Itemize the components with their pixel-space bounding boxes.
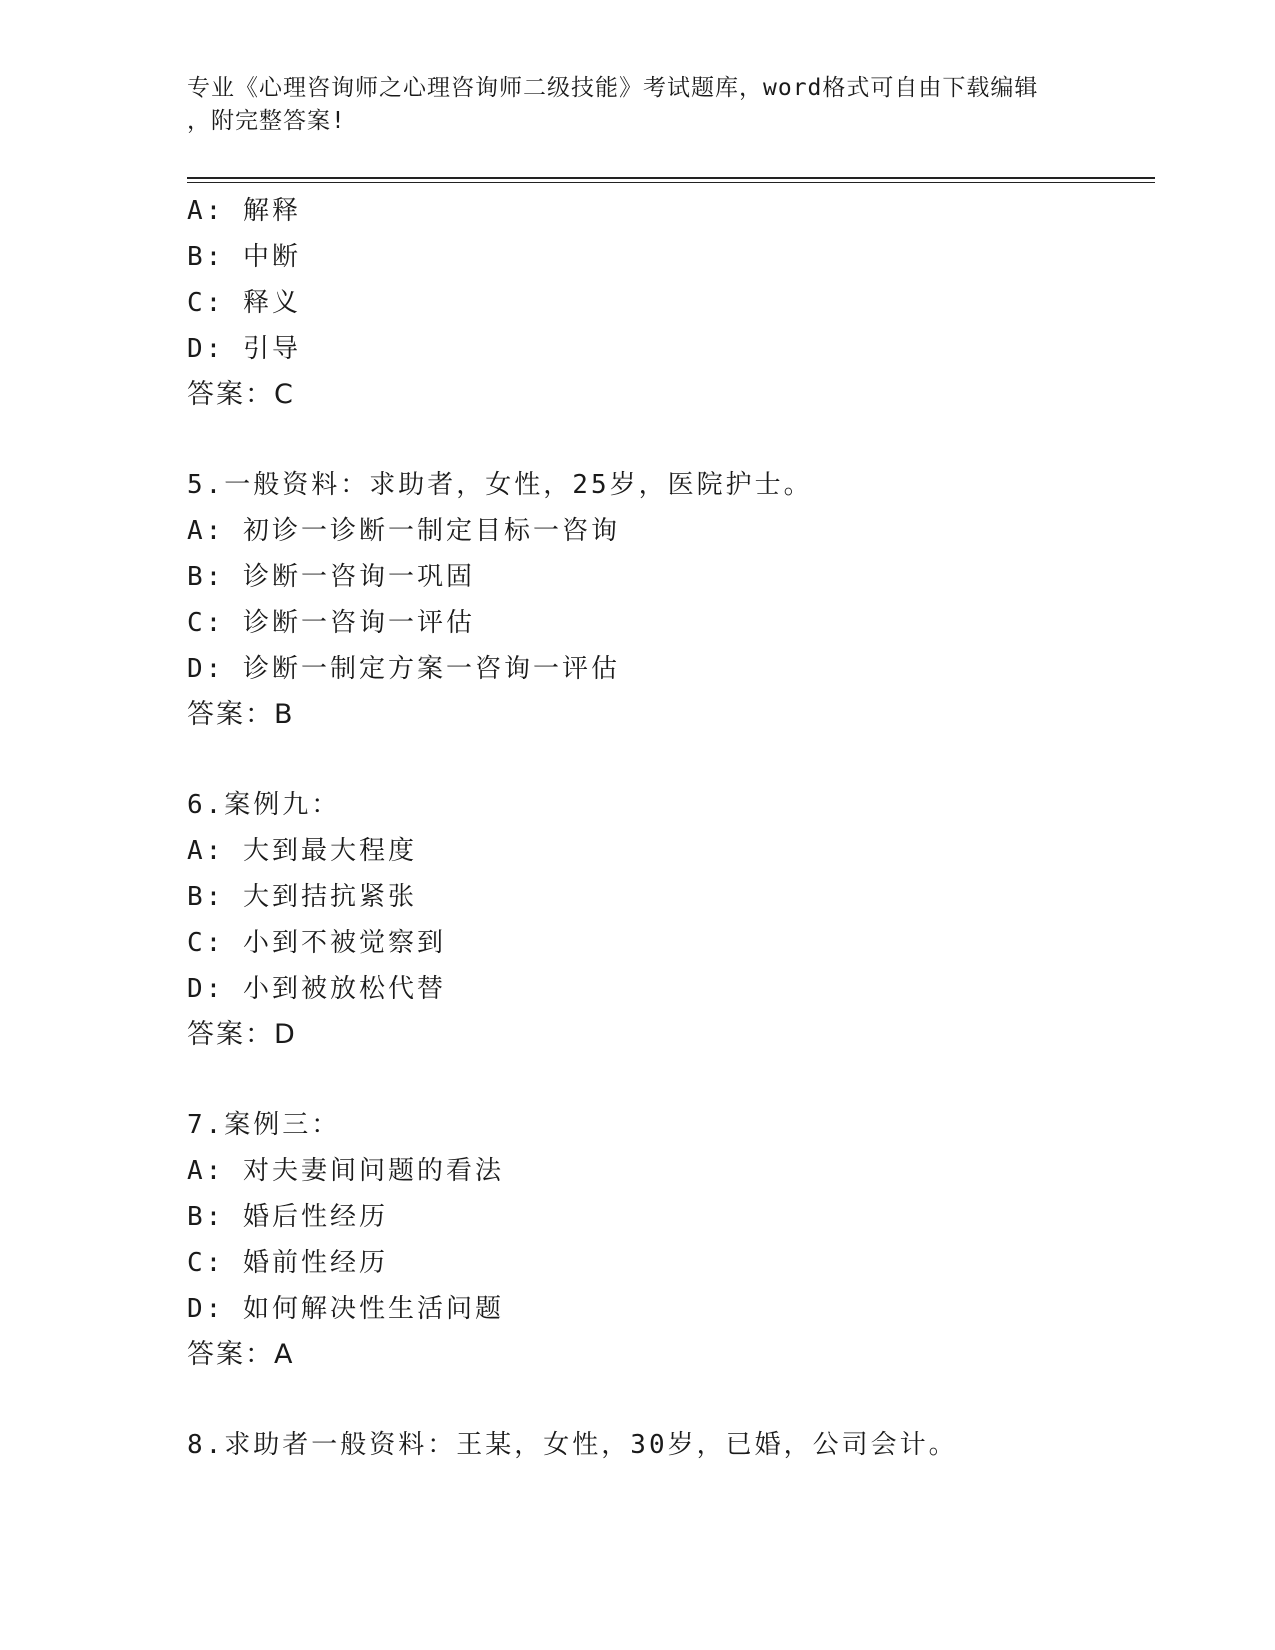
question-block-4 bbox=[187, 188, 1147, 418]
header-divider-thick bbox=[187, 177, 1155, 179]
option-b: B: 大到拮抗紧张 bbox=[187, 882, 417, 912]
option-a: A: 解释 bbox=[187, 196, 301, 226]
header-divider-thin bbox=[187, 182, 1155, 183]
answer-line: 答案：D bbox=[187, 1019, 297, 1050]
document-header bbox=[187, 72, 1087, 138]
header-title-line-1: 专业《心理咨询师之心理咨询师二级技能》考试题库，word格式可自由下载编辑 bbox=[187, 75, 1039, 101]
question-text: 5.一般资料：求助者，女性，25岁，医院护士。 bbox=[187, 470, 813, 500]
document-body bbox=[187, 188, 1147, 1468]
option-c: C: 小到不被觉察到 bbox=[187, 928, 446, 958]
option-b: B: 中断 bbox=[187, 242, 301, 272]
option-d: D: 引导 bbox=[187, 334, 301, 364]
option-c: C: 释义 bbox=[187, 288, 301, 318]
question-block-5 bbox=[187, 462, 1147, 738]
option-a: A: 对夫妻间问题的看法 bbox=[187, 1156, 504, 1186]
question-block-8 bbox=[187, 1422, 1147, 1468]
question-text: 6.案例九： bbox=[187, 790, 341, 820]
header-title-line-2: ，附完整答案! bbox=[187, 108, 346, 134]
option-a: A: 大到最大程度 bbox=[187, 836, 417, 866]
answer-line: 答案：C bbox=[187, 379, 295, 410]
option-d: D: 诊断一制定方案一咨询一评估 bbox=[187, 654, 620, 684]
option-b: B: 诊断一咨询一巩固 bbox=[187, 562, 475, 592]
answer-line: 答案：A bbox=[187, 1339, 295, 1370]
spacer bbox=[187, 418, 1147, 462]
question-block-7 bbox=[187, 1102, 1147, 1378]
option-a: A: 初诊一诊断一制定目标一咨询 bbox=[187, 516, 620, 546]
answer-line: 答案：B bbox=[187, 699, 295, 730]
option-c: C: 诊断一咨询一评估 bbox=[187, 608, 475, 638]
option-d: D: 如何解决性生活问题 bbox=[187, 1294, 504, 1324]
option-b: B: 婚后性经历 bbox=[187, 1202, 388, 1232]
spacer bbox=[187, 1058, 1147, 1102]
question-text: 7.案例三： bbox=[187, 1110, 341, 1140]
spacer bbox=[187, 738, 1147, 782]
option-c: C: 婚前性经历 bbox=[187, 1248, 388, 1278]
option-d: D: 小到被放松代替 bbox=[187, 974, 446, 1004]
question-block-6 bbox=[187, 782, 1147, 1058]
spacer bbox=[187, 1378, 1147, 1422]
question-text: 8.求助者一般资料：王某，女性，30岁，已婚，公司会计。 bbox=[187, 1430, 958, 1460]
